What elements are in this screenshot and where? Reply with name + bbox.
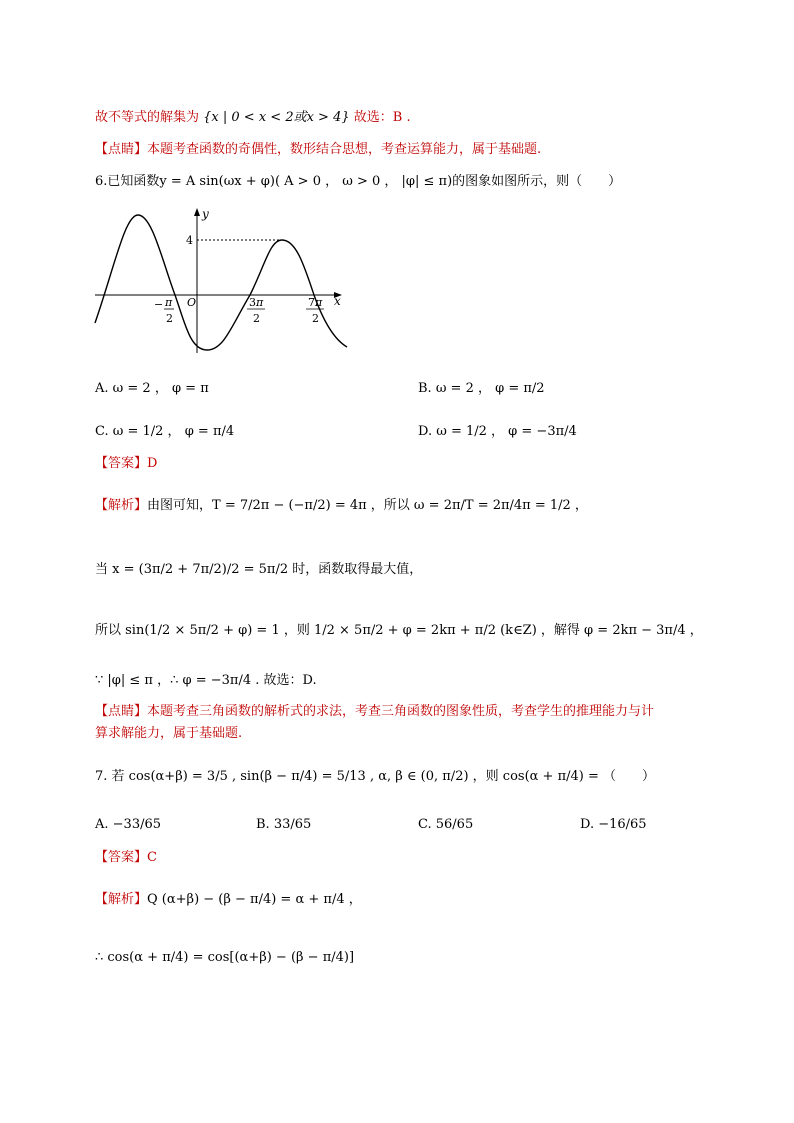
q6-tick-neg-pi-over-2 [154, 296, 174, 325]
svg-text:π: π [256, 296, 264, 309]
q6-analysis-line2: 当 x = (3π/2 + 7π/2)/2 = 5π/2 时，函数取得最大值， [95, 562, 423, 577]
prev-solution-lead: 故不等式的解集为 [95, 110, 200, 125]
prev-solution-line [95, 106, 411, 125]
q6-tip: 【点睛】本题考查三角函数的解析式的求法，考查三角函数的图象性质，考查学生的推理能力与计 [95, 704, 655, 719]
svg-text:2: 2 [253, 312, 260, 325]
q6-y-axis-label: y [202, 207, 209, 221]
q7-option-a: A. −33/65 [95, 817, 162, 832]
q6-option-c: C. ω = 1/2 ， φ = π/4 [95, 424, 235, 439]
q6-x-axis-label: x [334, 294, 341, 308]
svg-text:7: 7 [308, 296, 315, 309]
q7-analysis-line1: 【解析】Q (α+β) − (β − π/4) = α + π/4 ， [95, 892, 362, 907]
q6-tip-cont: 算求解能力，属于基础题. [95, 726, 243, 741]
q6-tick-7pi-over-2 [306, 296, 324, 325]
q6-analysis-line1: 【解析】由图可知，T = 7/2π − (−π/2) = 4π ，所以 ω = 2π/T = 2π/4π = 1/2 ， [95, 498, 588, 513]
q6-answer: 【答案】D [95, 456, 158, 471]
q6-sine-graph [90, 205, 350, 355]
q6-analysis-line4: ∵ |φ| ≤ π ，∴ φ = −3π/4 . 故选：D. [95, 673, 317, 688]
svg-text:2: 2 [166, 312, 173, 325]
q7-option-d: D. −16/65 [580, 817, 647, 832]
prev-solution-tail: 故选：B . [353, 110, 411, 125]
q6-option-a: A. ω = 2 ， φ = π [95, 381, 209, 396]
svg-text:π: π [315, 296, 323, 309]
tip-5: 【点睛】本题考查函数的奇偶性，数形结合思想，考查运算能力，属于基础题. [95, 142, 542, 157]
q6-analysis-line3: 所以 sin(1/2 × 5π/2 + φ) = 1 ，则 1/2 × 5π/2 + φ = 2kπ + π/2 (k∈Z) ，解得 φ = 2kπ − 3π/4 ， [95, 623, 703, 638]
q7-option-c: C. 56/65 [418, 817, 474, 832]
svg-text:3: 3 [249, 296, 256, 309]
q6-tick-3pi-over-2 [247, 296, 265, 325]
q6-origin-label: O [187, 296, 197, 309]
q7-answer: 【答案】C [95, 850, 157, 865]
q7-stem: 7. 若 cos(α+β) = 3/5 , sin(β − π/4) = 5/13 , α, β ∈ (0, π/2) ，则 cos(α + π/4) = （ ） [95, 769, 656, 784]
q7-analysis-line2: ∴ cos(α + π/4) = cos[(α+β) − (β − π/4)] [95, 950, 355, 965]
prev-solution-set: {x | 0 < x < 2或x > 4} [203, 110, 350, 125]
q6-stem: 6.已知函数y = A sin(ωx + φ)( A > 0 ， ω > 0 ， |φ| ≤ π)的图象如图所示，则（ ） [95, 174, 622, 189]
q6-option-d: D. ω = 1/2 ， φ = −3π/4 [418, 424, 577, 439]
q6-option-b: B. ω = 2 ， φ = π/2 [418, 381, 545, 396]
svg-text:2: 2 [312, 312, 319, 325]
q6-max-label: 4 [186, 234, 193, 247]
svg-text:−: − [154, 298, 164, 311]
svg-text:π: π [165, 296, 173, 309]
q7-option-b: B. 33/65 [256, 817, 312, 832]
